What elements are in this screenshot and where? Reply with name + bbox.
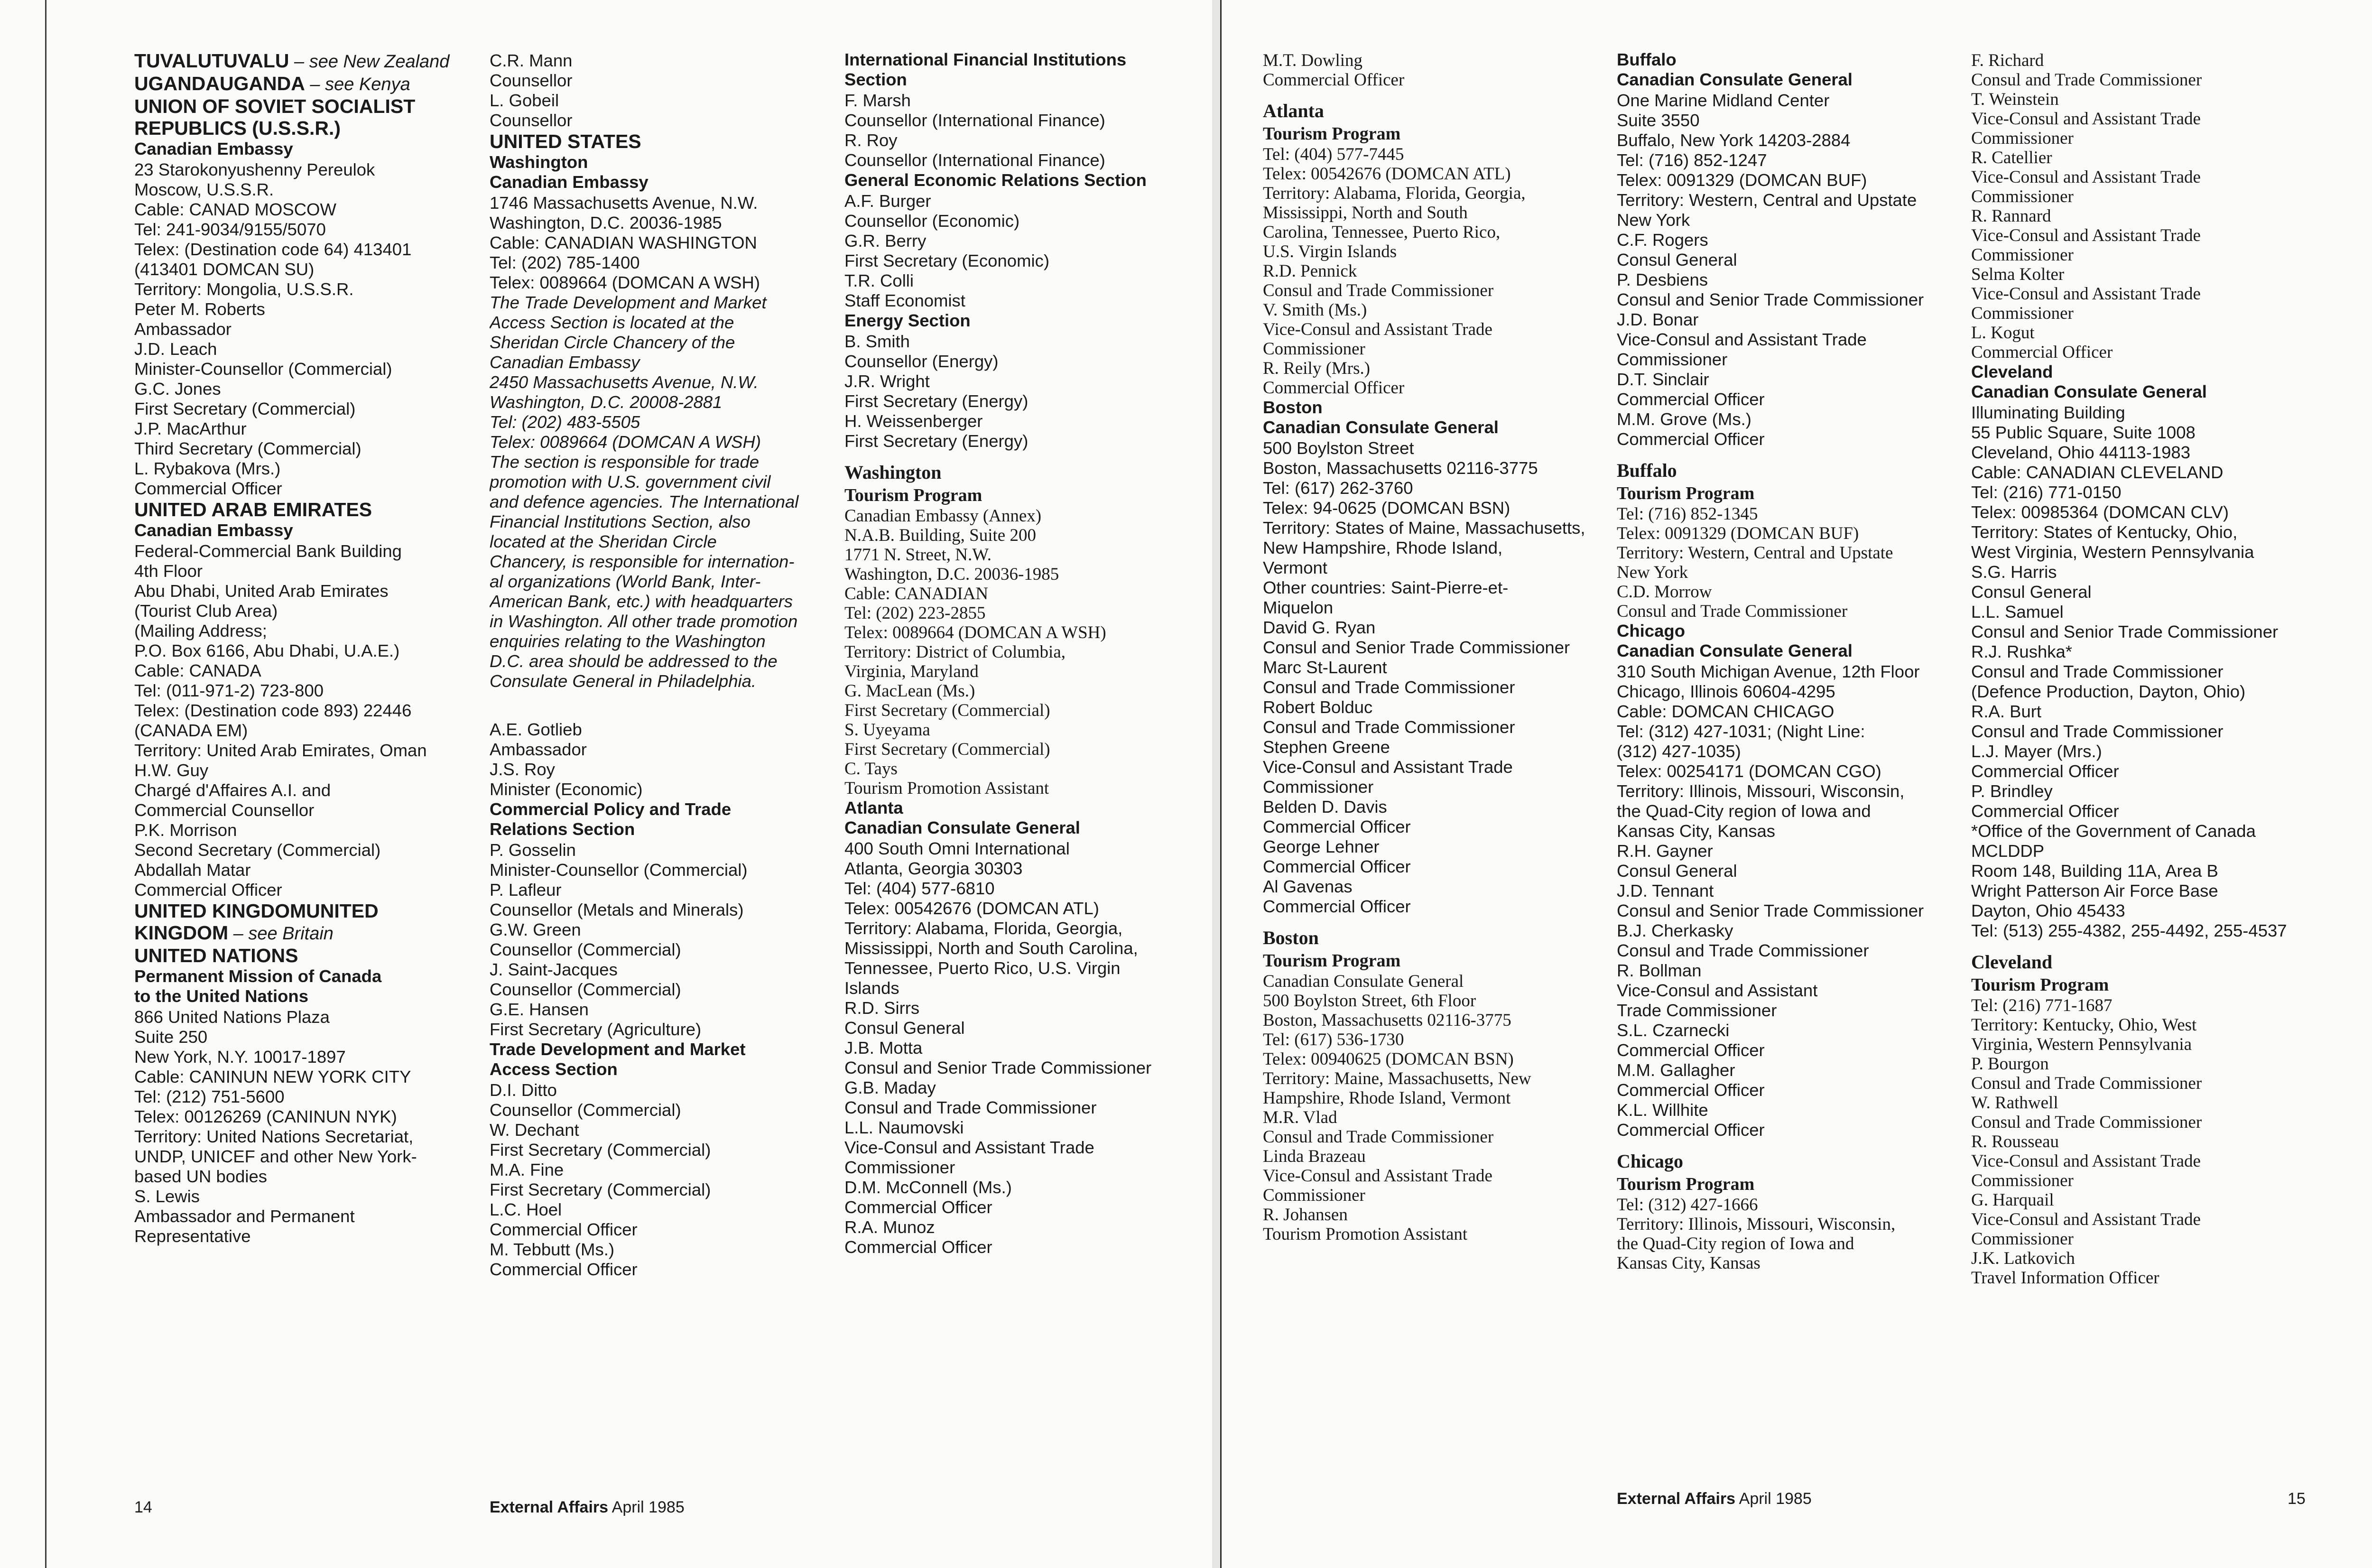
office-heading: Boston Canadian Consulate General — [1263, 398, 1499, 437]
staff-entry: C.D. Morrow Consul and Trade Commissioner — [1617, 582, 1848, 621]
staff-entry: R. Rousseau Vice-Consul and Assistant Trade Commissioner — [1971, 1132, 2201, 1190]
staff-entry: J.R. Wright First Secretary (Energy) — [844, 371, 1028, 411]
staff-entry: H.W. Guy Chargé d'Affaires A.I. and Commercial Counsellor — [134, 761, 331, 820]
column-3 — [844, 50, 1193, 1478]
staff-entry: R.H. Gayner Consul General — [1617, 841, 1737, 881]
staff-entry: T.R. Colli Staff Economist — [844, 271, 965, 310]
address-block: Illuminating Building 55 Public Square, Suite 1008 Cleveland, Ohio 44113-1983 Cable: CANADIAN CLEVELAND Tel: (216) 771-0150 Telex: 00985364 (DOMCAN CLV) Territory: States of Kentucky, Ohio, West Virginia, Western Pennsylvania — [1971, 403, 2254, 562]
office-heading: Atlanta Canadian Consulate General — [844, 798, 1080, 837]
staff-entry: Linda Brazeau Vice-Consul and Assistant Trade Commissioner — [1263, 1147, 1492, 1205]
staff-entry: J.D. Bonar Vice-Consul and Assistant Trade Commissioner — [1617, 310, 1867, 369]
staff-entry: J. Saint-Jacques Counsellor (Commercial) — [490, 960, 681, 999]
column-6 — [1971, 50, 2351, 1473]
staff-entry: G. Harquail Vice-Consul and Assistant Trade Commissioner — [1971, 1190, 2201, 1249]
office-heading: Cleveland Canadian Consulate General — [1971, 362, 2207, 401]
office-heading: Trade Development and Market Access Section — [490, 1039, 746, 1079]
address-block: B. Smith Counsellor (Energy) — [844, 332, 999, 371]
country-name: TUVALU — [212, 50, 289, 72]
staff-entry: Abdallah Matar Commercial Officer — [134, 860, 282, 900]
address-block: C.R. Mann Counsellor — [490, 51, 573, 90]
address-block: 500 Boylston Street Boston, Massachusetts 02116-3775 Tel: (617) 262-3760 Telex: 94-0625 (DOMCAN BSN) Territory: States of Maine, Massachusetts, New Hampshire, Rhode Island, Vermont Other countries: Saint-Pierre-et- Miquelon — [1263, 438, 1585, 617]
address-block: 866 United Nations Plaza Suite 250 New York, N.Y. 10017-1897 Cable: CANINUN NEW YORK CITY Tel: (212) 751-5600 Telex: 00126269 (CANINUN NYK) Territory: United Nations Secretariat, UNDP, UNICEF and other New York- based UN bodies — [134, 1007, 417, 1186]
office-heading: Energy Section — [844, 311, 971, 330]
staff-entry: V. Smith (Ms.) Vice-Consul and Assistant Trade Commissioner — [1263, 300, 1492, 359]
address-block: P. Gosselin Minister-Counsellor (Commercial) — [490, 840, 748, 880]
staff-entry: J.D. Leach Minister-Counsellor (Commercial) — [134, 339, 392, 379]
staff-entry: R. Roy Counsellor (International Finance) — [844, 130, 1105, 170]
staff-entry: R.D. Pennick Consul and Trade Commissioner — [1263, 261, 1494, 300]
staff-entry: M.M. Grove (Ms.) Commercial Officer — [1617, 409, 1765, 449]
staff-entry: D.T. Sinclair Commercial Officer — [1617, 370, 1765, 409]
right-page-number: 15 — [2288, 1490, 2306, 1508]
office-heading: Tourism Program — [1971, 975, 2109, 995]
staff-entry: S.L. Czarnecki Commercial Officer — [1617, 1021, 1765, 1060]
staff-entry: G.R. Berry First Secretary (Economic) — [844, 231, 1049, 270]
staff-entry: Al Gavenas Commercial Officer — [1263, 877, 1411, 916]
staff-entry: C. Tays Tourism Promotion Assistant — [844, 759, 1049, 798]
country-heading: UNITED NATIONS — [134, 945, 298, 966]
address-block: Tel: (716) 852-1345 Telex: 0091329 (DOMCAN BUF) Territory: Western, Central and Upstate New York — [1617, 504, 1893, 582]
staff-entry: Marc St-Laurent Consul and Trade Commissioner — [1263, 658, 1515, 697]
staff-entry: H. Weissenberger First Secretary (Energy) — [844, 411, 1028, 451]
address-block: Canadian Consulate General 500 Boylston Street, 6th Floor Boston, Massachusetts 02116-3775 Tel: (617) 536-1730 Telex: 00940625 (DOMCAN BSN) Territory: Maine, Massachusetts, New Hampshire, Rhode Island, Vermont — [1263, 972, 1531, 1108]
city-heading: Boston — [1263, 927, 1319, 948]
staff-entry: Robert Bolduc Consul and Trade Commissioner — [1263, 697, 1515, 737]
staff-entry: R. Rannard Vice-Consul and Assistant Trade Commissioner — [1971, 206, 2201, 265]
staff-entry: M.R. Vlad Consul and Trade Commissioner — [1263, 1108, 1494, 1147]
staff-entry: R.D. Sirrs Consul General — [844, 998, 965, 1038]
office-heading: General Economic Relations Section — [844, 170, 1147, 190]
address-block: F. Marsh Counsellor (International Finance) — [844, 91, 1105, 130]
staff-entry: C.F. Rogers Consul General — [1617, 230, 1737, 269]
right-page — [1222, 0, 2372, 1568]
staff-entry: L. Gobeil Counsellor — [490, 91, 573, 130]
country-heading: UGANDAUGANDA – see Kenya — [134, 73, 410, 94]
staff-entry: G.B. Maday Consul and Trade Commissioner — [844, 1078, 1097, 1117]
column-2 — [490, 50, 831, 1468]
left-page-number: 14 — [134, 1498, 152, 1516]
address-block: Tel: (312) 427-1666 Territory: Illinois, Missouri, Wisconsin, the Quad-City region of Iowa and Kansas City, Kansas — [1617, 1195, 1896, 1273]
office-heading: Tourism Program — [844, 485, 982, 505]
publication-date: April 1985 — [612, 1498, 685, 1516]
staff-entry: T. Weinstein Vice-Consul and Assistant Trade Commissioner — [1971, 90, 2201, 148]
staff-entry: R. Johansen Tourism Promotion Assistant — [1263, 1205, 1468, 1244]
staff-entry: R. Catellier Vice-Consul and Assistant Trade Commissioner — [1971, 148, 2201, 206]
office-heading: Permanent Mission of Canada to the United Nations — [134, 966, 382, 1006]
address-block: Tel: (404) 577-7445 Telex: 00542676 (DOMCAN ATL) Territory: Alabama, Florida, Georgia, Mississippi, North and South Carolina, Tennessee, Puerto Rico, U.S. Virgin Islands — [1263, 145, 1526, 261]
address-block: D.I. Ditto Counsellor (Commercial) — [490, 1080, 681, 1120]
note-paragraph: The Trade Development and Market Access Section is located at the Sheridan Circle Chancery of the Canadian Embassy 2450 Massachusetts Avenue, N.W. Washington, D.C. 20008-2881 Tel: (202) 483-5505 Telex: 0089664 (DOMCAN A WSH) — [490, 293, 767, 452]
right-footer-credit — [1617, 1490, 1812, 1508]
country-heading: UNITED ARAB EMIRATES — [134, 499, 372, 520]
office-heading: Tourism Program — [1617, 1174, 1755, 1194]
staff-entry: P.K. Morrison Second Secretary (Commercial) — [134, 820, 381, 860]
office-heading: Canadian Embassy — [134, 139, 293, 158]
column-4 — [1263, 50, 1616, 1468]
staff-entry: K.L. Willhite Commercial Officer — [1617, 1100, 1765, 1140]
office-heading: Tourism Program — [1263, 124, 1401, 144]
staff-entry: G.W. Green Counsellor (Commercial) — [490, 920, 681, 959]
staff-entry: L.L. Naumovski Vice-Consul and Assistant Trade Commissioner — [844, 1118, 1094, 1177]
publication-name: External Affairs — [490, 1498, 609, 1516]
publication-name: External Affairs — [1617, 1490, 1736, 1508]
country-name: UGANDA — [219, 73, 305, 94]
column-5 — [1617, 50, 1970, 1473]
city-heading: Atlanta — [1263, 100, 1324, 121]
country-heading: TUVALUTUVALU – see New Zealand — [134, 50, 450, 72]
staff-entry: P. Lafleur Counsellor (Metals and Minerals) — [490, 880, 744, 919]
staff-entry: *Office of the Government of Canada MCLDDP Room 148, Building 11A, Area B Wright Patterson Air Force Base Dayton, Ohio 45433 Tel: (513) 255-4382, 255-4492, 255-4537 — [1971, 821, 2287, 940]
staff-entry: L.C. Hoel Commercial Officer — [490, 1200, 638, 1239]
staff-entry: R. Reily (Mrs.) Commercial Officer — [1263, 359, 1405, 398]
staff-entry: R.A. Burt Consul and Trade Commissioner — [1971, 702, 2224, 741]
staff-entry: A.E. Gotlieb Ambassador — [490, 720, 587, 759]
staff-entry: P. Bourgon Consul and Trade Commissioner — [1971, 1054, 2202, 1093]
office-heading: Buffalo Canadian Consulate General — [1617, 50, 1853, 89]
staff-entry: P. Brindley Commercial Officer — [1971, 781, 2119, 821]
staff-entry: D.M. McConnell (Ms.) Commercial Officer — [844, 1178, 1012, 1217]
country-heading: UNITED KINGDOMUNITED KINGDOM – see Britain — [134, 900, 379, 944]
see-reference: – see New Zealand — [289, 52, 450, 72]
staff-entry: S. Uyeyama First Secretary (Commercial) — [844, 720, 1050, 759]
column-1 — [134, 50, 476, 1449]
staff-entry: M.A. Fine First Secretary (Commercial) — [490, 1160, 711, 1199]
staff-entry: B.J. Cherkasky Consul and Trade Commissioner — [1617, 921, 1869, 960]
staff-entry: Belden D. Davis Commercial Officer — [1263, 797, 1411, 836]
office-heading: International Financial Institutions Section — [844, 50, 1127, 89]
office-heading: Tourism Program — [1617, 483, 1755, 503]
staff-entry: J.B. Motta Consul and Senior Trade Commissioner — [844, 1038, 1152, 1077]
address-block: 1746 Massachusetts Avenue, N.W. Washington, D.C. 20036-1985 Cable: CANADIAN WASHINGTON Tel: (202) 785-1400 Telex: 0089664 (DOMCAN A WSH) — [490, 193, 760, 292]
city-heading: Chicago — [1617, 1150, 1683, 1172]
staff-entry: Stephen Greene Vice-Consul and Assistant Trade Commissioner — [1263, 737, 1513, 797]
address-block: 310 South Michigan Avenue, 12th Floor Chicago, Illinois 60604-4295 Cable: DOMCAN CHICAGO Tel: (312) 427-1031; (Night Line: (312) 427-1035) Telex: 00254171 (DOMCAN CGO) Territory: Illinois, Missouri, Wisconsin, the Quad-City region of Iowa and Kansas City, Kansas — [1617, 662, 1920, 841]
staff-entry: George Lehner Commercial Officer — [1263, 837, 1411, 876]
staff-entry: Peter M. Roberts Ambassador — [134, 299, 265, 339]
staff-entry: G. MacLean (Ms.) First Secretary (Commercial) — [844, 681, 1050, 720]
staff-entry: David G. Ryan Consul and Senior Trade Commissioner — [1263, 618, 1570, 657]
office-heading: Canadian Embassy — [134, 520, 293, 540]
see-reference: – see Britain — [228, 924, 334, 944]
country-name: UNITED KINGDOM — [134, 900, 379, 944]
see-reference: – see Kenya — [305, 74, 410, 94]
staff-entry: G.E. Hansen First Secretary (Agriculture) — [490, 1000, 702, 1039]
staff-entry: R. Bollman Vice-Consul and Assistant Trade Commissioner — [1617, 961, 1818, 1020]
address-block: One Marine Midland Center Suite 3550 Buffalo, New York 14203-2884 Tel: (716) 852-1247 Telex: 0091329 (DOMCAN BUF) Territory: Western, Central and Upstate New York — [1617, 91, 1917, 230]
staff-entry: W. Dechant First Secretary (Commercial) — [490, 1120, 711, 1160]
address-block: 400 South Omni International Atlanta, Georgia 30303 Tel: (404) 577-6810 Telex: 00542676 (DOMCAN ATL) Territory: Alabama, Florida, Georgia, Mississippi, North and South Carolina, Tennessee, Puerto Rico, U.S. Virgin Islands — [844, 839, 1138, 998]
staff-entry: L. Rybakova (Mrs.) Commercial Officer — [134, 459, 282, 498]
left-footer-credit — [490, 1498, 685, 1517]
office-heading: Chicago Canadian Consulate General — [1617, 621, 1853, 660]
staff-entry: L.L. Samuel Consul and Senior Trade Commissioner — [1971, 602, 2279, 641]
staff-entry: J.D. Tennant Consul and Senior Trade Commissioner — [1617, 881, 1924, 920]
staff-entry: M.M. Gallagher Commercial Officer — [1617, 1060, 1765, 1100]
office-heading: Washington Canadian Embassy — [490, 152, 649, 192]
address-block: F. Richard Consul and Trade Commissioner — [1971, 51, 2202, 90]
staff-entry: P. Desbiens Consul and Senior Trade Commissioner — [1617, 270, 1924, 309]
address-block: Tel: (216) 771-1687 Territory: Kentucky, Ohio, West Virginia, Western Pennsylvania — [1971, 996, 2197, 1054]
staff-entry: S. Lewis Ambassador and Permanent Representative — [134, 1187, 355, 1246]
staff-entry: W. Rathwell Consul and Trade Commissioner — [1971, 1093, 2202, 1132]
spacer — [490, 691, 831, 720]
staff-entry: M. Tebbutt (Ms.) Commercial Officer — [490, 1240, 638, 1279]
office-heading: Tourism Program — [1263, 951, 1401, 971]
staff-entry: J.K. Latkovich Travel Information Officer — [1971, 1249, 2159, 1288]
city-heading: Cleveland — [1971, 951, 2053, 973]
staff-entry: L.J. Mayer (Mrs.) Commercial Officer — [1971, 742, 2119, 781]
staff-entry: R.A. Munoz Commercial Officer — [844, 1217, 992, 1257]
address-block: Federal-Commercial Bank Building 4th Floor Abu Dhabi, United Arab Emirates (Tourist Club Area) (Mailing Address; P.O. Box 6166, Abu Dhabi, U.A.E.) Cable: CANADA Tel: (011-971-2) 723-800 Telex: (Destination code 893) 22446 (CANADA EM) Territory: United Arab Emirates, Oman — [134, 541, 427, 760]
staff-entry: G.C. Jones First Secretary (Commercial) — [134, 379, 356, 418]
country-heading: UNION OF SOVIET SOCIALIST REPUBLICS (U.S.S.R.) — [134, 95, 416, 139]
address-block: M.T. Dowling Commercial Officer — [1263, 51, 1405, 90]
address-block: Canadian Embassy (Annex) N.A.B. Building, Suite 200 1771 N. Street, N.W. Washington, D.C. 20036-1985 Cable: CANADIAN Tel: (202) 223-2855 Telex: 0089664 (DOMCAN A WSH) Territory: District of Columbia, Virginia, Maryland — [844, 506, 1106, 681]
staff-entry: L. Kogut Commercial Officer — [1971, 323, 2113, 362]
publication-date: April 1985 — [1739, 1490, 1812, 1508]
staff-entry: J.S. Roy Minister (Economic) — [490, 760, 643, 799]
note-paragraph: The section is responsible for trade promotion with U.S. government civil and defence agencies. The International Financial Institutions Section, also located at the Sheridan Circle Chancery, is responsible for internation- al organizations (World Bank, Inter- American Bank, etc.) with headquarters in Washington. All other trade promotion enquiries relating to the Washington D.C. area should be addressed to the Consulate General in Philadelphia. — [490, 452, 799, 691]
country-heading: UNITED STATES — [490, 130, 641, 152]
staff-entry: J.P. MacArthur Third Secretary (Commercial) — [134, 419, 361, 458]
city-heading: Washington — [844, 462, 942, 483]
staff-entry: S.G. Harris Consul General — [1971, 562, 2092, 602]
address-block: 23 Starokonyushenny Pereulok Moscow, U.S.S.R. Cable: CANAD MOSCOW Tel: 241-9034/9155/5070 Telex: (Destination code 64) 413401 (413401 DOMCAN SU) Territory: Mongolia, U.S.S.R. — [134, 160, 412, 299]
city-heading: Buffalo — [1617, 460, 1677, 481]
staff-entry: Selma Kolter Vice-Consul and Assistant Trade Commissioner — [1971, 265, 2201, 323]
address-block: A.F. Burger Counsellor (Economic) — [844, 191, 1020, 231]
office-heading: Commercial Policy and Trade Relations Section — [490, 799, 732, 839]
staff-entry: R.J. Rushka* Consul and Trade Commissioner (Defence Production, Dayton, Ohio) — [1971, 642, 2246, 701]
binding-edge — [45, 0, 46, 1568]
